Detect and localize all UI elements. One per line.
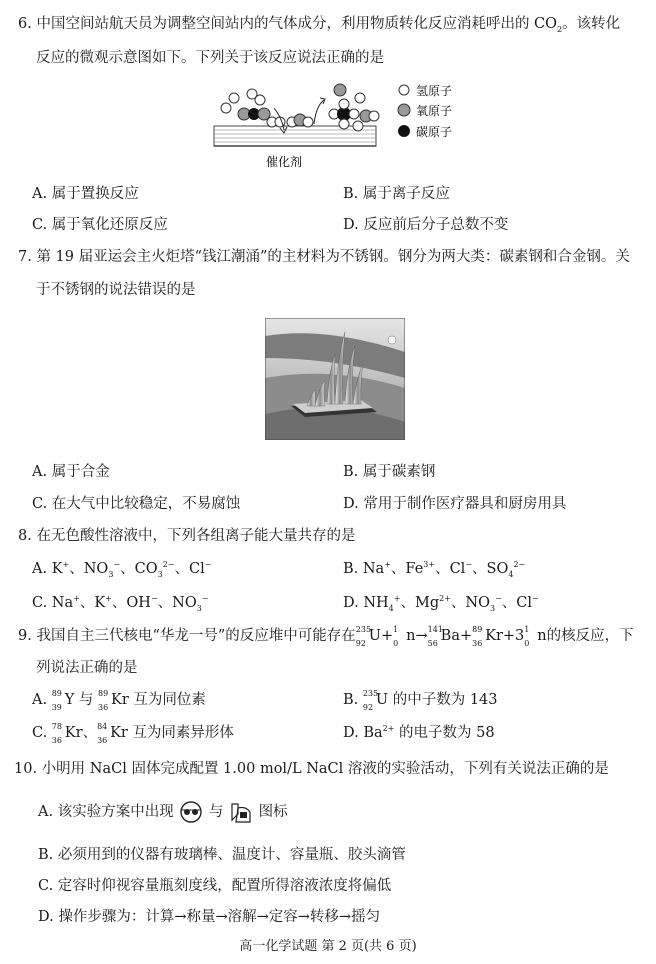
goggles-icon: [178, 801, 204, 823]
q7-option-a[interactable]: A. 属于合金: [32, 464, 110, 480]
q7-option-d[interactable]: D. 常用于制作医疗器具和厨房用具: [343, 496, 567, 512]
q6-stem-line1: 6. 中国空间站航天员为调整空间站内的气体成分，利用物质转化反应消耗呼出的 $CO_2$。该转化: [18, 16, 621, 34]
catalyst-label: 催化剂: [266, 155, 303, 169]
q7-option-b[interactable]: B. 属于碳素钢: [343, 464, 436, 480]
q8-option-c[interactable]: C. Na+、K+、OH−、$NO_3^-$: [32, 594, 209, 613]
q6-stem-line2: 反应的微观示意图如下。下列关于该反应说法正确的是: [36, 50, 384, 66]
legend-carbon: 碳原子: [416, 125, 453, 139]
page-footer: 高一化学试题 第 2 页(共 6 页): [239, 939, 417, 954]
q7-stem-line1: 7. 第 19 届亚运会主火炬塔“钱江潮涌”的主材料为不锈钢。钢分为两大类：碳素钢和合金钢。关: [18, 249, 630, 265]
q6-reaction-diagram: [210, 78, 470, 172]
q6-option-c[interactable]: C. 属于氧化还原反应: [32, 217, 168, 233]
hydrogen-atom: [255, 95, 265, 105]
legend-oxygen: 氧原子: [416, 104, 453, 118]
q9-stem-line2: 列说法正确的是: [36, 660, 138, 676]
hand-washing-icon: [228, 800, 254, 824]
q7-stem-line2: 于不锈钢的说法错误的是: [36, 282, 196, 298]
q8-option-a[interactable]: A. K+、$NO_3^-$、$CO_3^{2-}$、Cl−: [32, 560, 212, 579]
q10-stem: 10. 小明用 NaCl 固体完成配置 1.00 mol/L NaCl 溶液的实验活动，下列有关说法正确的是: [14, 761, 609, 777]
legend-hydrogen-icon: [399, 85, 409, 95]
q10-option-c[interactable]: C. 定容时仰视容量瓶刻度线，配置所得溶液浓度将偏低: [38, 878, 392, 894]
legend-oxygen-icon: [398, 104, 410, 116]
q9-stem-line1: 9. 我国自主三代核电“华龙一号”的反应堆中可能存在 235 92 U+ 1 0 n→ 141 56 Ba+ 89 36 Kr+3 1 0 n的核反应，下: [18, 625, 634, 648]
q10-option-d[interactable]: D. 操作步骤为：计算→称量→溶解→定容→转移→摇匀: [38, 909, 381, 925]
q6-option-b[interactable]: B. 属于离子反应: [343, 186, 450, 202]
q9-option-d[interactable]: D. $Ba^{2+}$ 的电子数为 58: [343, 724, 495, 741]
legend-carbon-icon: [398, 125, 410, 137]
q10-option-b[interactable]: B. 必须用到的仪器有玻璃棒、温度计、容量瓶、胶头滴管: [38, 847, 406, 863]
q9-option-c[interactable]: C. 78 36 Kr、 84 36 Kr 互为同素异形体: [32, 722, 234, 745]
hydrogen-atom: [221, 103, 231, 113]
q6-option-a[interactable]: A. 属于置换反应: [32, 186, 139, 202]
q8-option-d[interactable]: D. $NH_4^+$、$Mg^{2+}$、$NO_3^-$、Cl−: [343, 594, 539, 613]
q8-stem: 8. 在无色酸性溶液中，下列各组离子能大量共存的是: [18, 528, 356, 544]
q9-option-a[interactable]: A. 89 39 Y 与 89 36 Kr 互为同位素: [32, 689, 206, 712]
q10-option-a[interactable]: A. 该实验方案中出现 与 图标: [38, 800, 288, 824]
legend-hydrogen: 氢原子: [416, 84, 453, 98]
q9-option-b[interactable]: B. 235 92 U 的中子数为 143: [343, 689, 498, 712]
torch-tower-photo: [265, 318, 405, 440]
q7-option-c[interactable]: C. 在大气中比较稳定，不易腐蚀: [32, 496, 241, 512]
catalyst-surface: [214, 126, 376, 146]
q8-option-b[interactable]: B. Na+、$Fe^{3+}$、Cl−、$SO_4^{2-}$: [343, 560, 526, 579]
q6-option-d[interactable]: D. 反应前后分子总数不变: [343, 217, 509, 233]
hydrogen-atom: [229, 93, 239, 103]
